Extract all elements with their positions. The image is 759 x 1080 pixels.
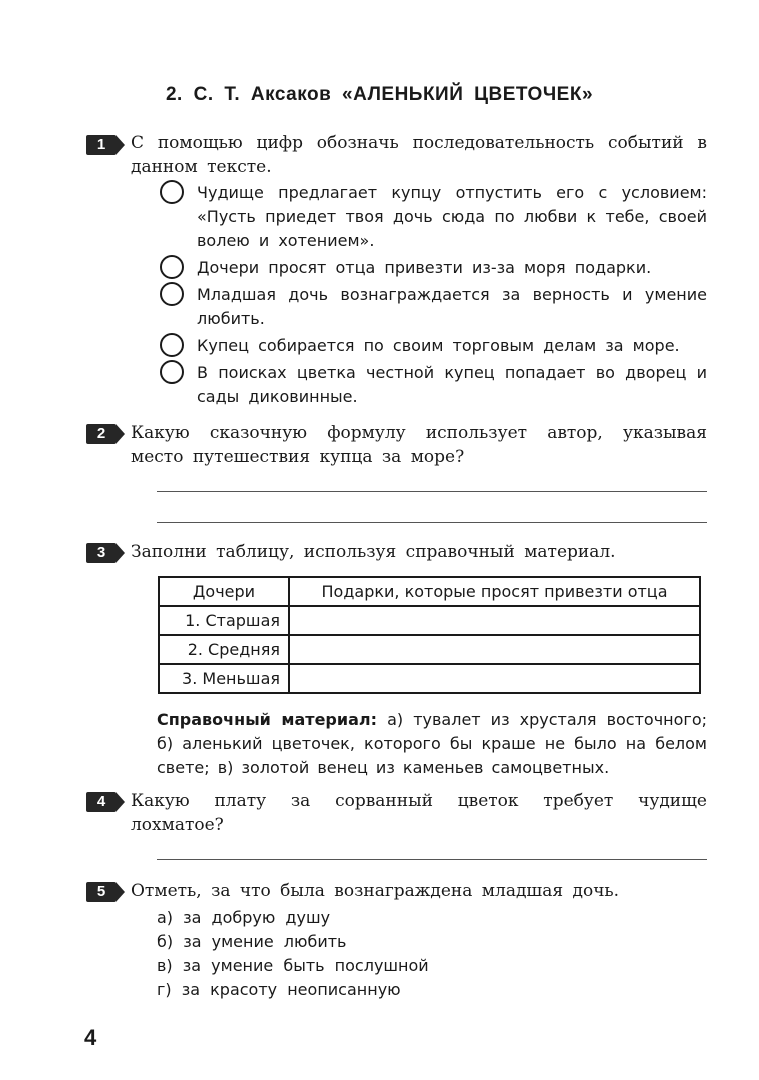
event-item: Младшая дочь вознаграждается за верность и умение любить. bbox=[197, 285, 707, 328]
reference-text: а) тувалет из хрусталя восточного; б) аленький цветочек, которого бы краше не было на белом свете; в) золотой венец из каменьев самоцветных. bbox=[157, 710, 708, 777]
answer-line[interactable] bbox=[157, 491, 707, 492]
task-number-badge: 3 bbox=[86, 543, 116, 563]
fill-table bbox=[158, 576, 701, 694]
table-cell-answer[interactable] bbox=[289, 606, 700, 635]
page-number: 4 bbox=[84, 1025, 97, 1050]
event-item: Чудище предлагает купцу отпустить его с условием: «Пусть приедет твоя дочь сюда по любви к тебе, своей волею и хотением». bbox=[197, 183, 707, 250]
task-question: Отметь, за что была вознаграждена младшая дочь. bbox=[131, 881, 620, 901]
table-cell-daughter: 1. Старшая bbox=[159, 606, 289, 635]
answer-circle[interactable] bbox=[160, 255, 184, 279]
answer-circle[interactable] bbox=[160, 360, 184, 384]
task-question: Какую сказочную формулу использует автор, указывая место путешествия купца за море? bbox=[131, 423, 707, 467]
page-title: 2. С. Т. Аксаков «АЛЕНЬКИЙ ЦВЕТОЧЕК» bbox=[165, 84, 594, 105]
answer-option[interactable]: в) за умение быть послушной bbox=[157, 956, 429, 975]
reference-material bbox=[157, 708, 707, 780]
task-question: Заполни таблицу, используя справочный материал. bbox=[131, 542, 616, 562]
table-cell-daughter: 3. Меньшая bbox=[159, 664, 289, 693]
table-cell-answer[interactable] bbox=[289, 635, 700, 664]
task-question: С помощью цифр обозначь последовательность событий в данном тексте. bbox=[131, 133, 707, 177]
table-header: Дочери bbox=[159, 577, 289, 606]
answer-circle[interactable] bbox=[160, 333, 184, 357]
answer-line[interactable] bbox=[157, 859, 707, 860]
table-cell-daughter: 2. Средняя bbox=[159, 635, 289, 664]
task-number-badge: 1 bbox=[86, 135, 116, 155]
task-number-badge: 5 bbox=[86, 882, 116, 902]
event-item: Купец собирается по своим торговым делам за море. bbox=[197, 336, 680, 355]
reference-label: Справочный материал: bbox=[157, 710, 378, 729]
answer-option[interactable]: а) за добрую душу bbox=[157, 908, 331, 927]
table-header: Подарки, которые просят привезти отца bbox=[289, 577, 700, 606]
answer-circle[interactable] bbox=[160, 180, 184, 204]
answer-line[interactable] bbox=[157, 522, 707, 523]
table-cell-answer[interactable] bbox=[289, 664, 700, 693]
event-item: В поисках цветка честной купец попадает во дворец и сады диковинные. bbox=[197, 363, 707, 406]
task-number-badge: 2 bbox=[86, 424, 116, 444]
task-number-badge: 4 bbox=[86, 792, 116, 812]
answer-option[interactable]: б) за умение любить bbox=[157, 932, 347, 951]
table-header-row bbox=[159, 577, 700, 606]
task-question: Какую плату за сорванный цветок требует чудище лохматое? bbox=[131, 791, 707, 835]
answer-circle[interactable] bbox=[160, 282, 184, 306]
table-row bbox=[159, 635, 700, 664]
event-item: Дочери просят отца привезти из-за моря подарки. bbox=[197, 258, 652, 277]
table-row bbox=[159, 664, 700, 693]
answer-option[interactable]: г) за красоту неописанную bbox=[157, 980, 401, 999]
table-row bbox=[159, 606, 700, 635]
